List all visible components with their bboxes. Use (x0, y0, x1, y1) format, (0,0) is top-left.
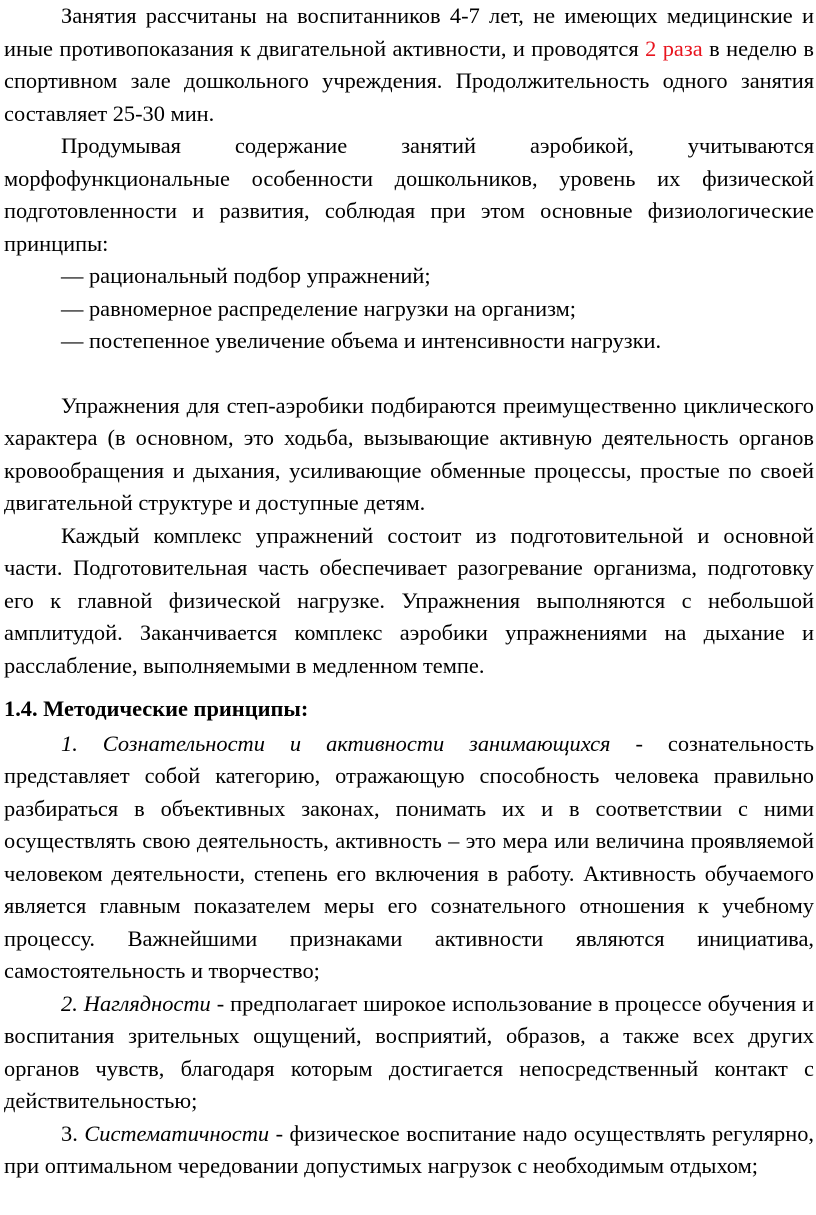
principle-term: Сознательности и активности занимающихся (102, 730, 611, 756)
section-heading: 1.4. Методические принципы: (4, 696, 309, 721)
principle-number: 2. (61, 990, 78, 1016)
paragraph-spacer (4, 358, 814, 390)
paragraph-schedule-text-end: в неделю в спортивном зале дошкольного учреждения. Продолжительность одного занятия составляет 25-30 мин. (4, 35, 814, 126)
document-page (4, 0, 814, 1183)
paragraph-step-aerobics-exercises: Упражнения для степ-аэробики подбираются преимущественно циклического характера (в основном, это ходьба, вызывающие активную деятельность органов кровообращения и дыхания, усиливающие обменные процессы, простые по своей двигательной структуре и доступные детям. (4, 392, 814, 515)
list-item: — равномерное распределение нагрузки на организм; (61, 295, 576, 321)
principle-number: 1. (61, 730, 78, 756)
principle-term: Наглядности (83, 990, 211, 1016)
principle-item-systematicity (4, 1118, 814, 1183)
principle-description: - сознательность представляет собой категорию, отражающую способность человека правильно разбираться в объективных законах, понимать их и в соответствии с ними осуществлять свою деятельность, активность – это мера или величина проявляемой человеком деятельности, степень его включения в работу. Активность обучаемого является главным показателем меры его сознательного отношения к учебному процессу. Важнейшими признаками активности являются инициатива, самостоятельность и творчество; (4, 730, 814, 983)
principle-item-visibility (4, 988, 814, 1118)
principle-term: Систематичности (84, 1120, 270, 1146)
list-item: — постепенное увеличение объема и интенсивности нагрузки. (61, 328, 662, 353)
paragraph-schedule (4, 0, 814, 130)
principle-description: - физическое воспитание надо осуществлять регулярно, при оптимальном чередовании допустимых нагрузок с необходимым отдыхом; (4, 1120, 814, 1178)
paragraph-exercise-complex: Каждый комплекс упражнений состоит из подготовительной и основной части. Подготовительная часть обеспечивает разогревание организма, подготовку его к главной физической нагрузке. Упражнения выполняются с небольшой амплитудой. Заканчивается комплекс аэробики упражнениями на дыхание и расслабление, выполняемыми в медленном темпе. (4, 522, 814, 678)
list-item: — рациональный подбор упражнений; (61, 263, 431, 288)
principle-item-consciousness (4, 728, 814, 988)
principle-description: - предполагает широкое использование в процессе обучения и воспитания зрительных ощущений, восприятий, образов, а также всех других органов чувств, благодаря которым достигается непосредственный контакт с действительностью; (4, 990, 814, 1113)
sessions-per-week-highlight: 2 раза (645, 35, 703, 61)
principle-number: 3. (61, 1120, 78, 1146)
paragraph-schedule-text-start: Занятия рассчитаны на воспитанников 4-7 лет, не имеющих медицинские и иные противопоказания к двигательной активности, и проводятся (4, 3, 814, 61)
paragraph-content-planning: Продумывая содержание занятий аэробикой, учитываются морфофункциональные особенности дошкольников, уровень их физической подготовленности и развития, соблюдая при этом основные физиологические принципы: (4, 133, 814, 256)
